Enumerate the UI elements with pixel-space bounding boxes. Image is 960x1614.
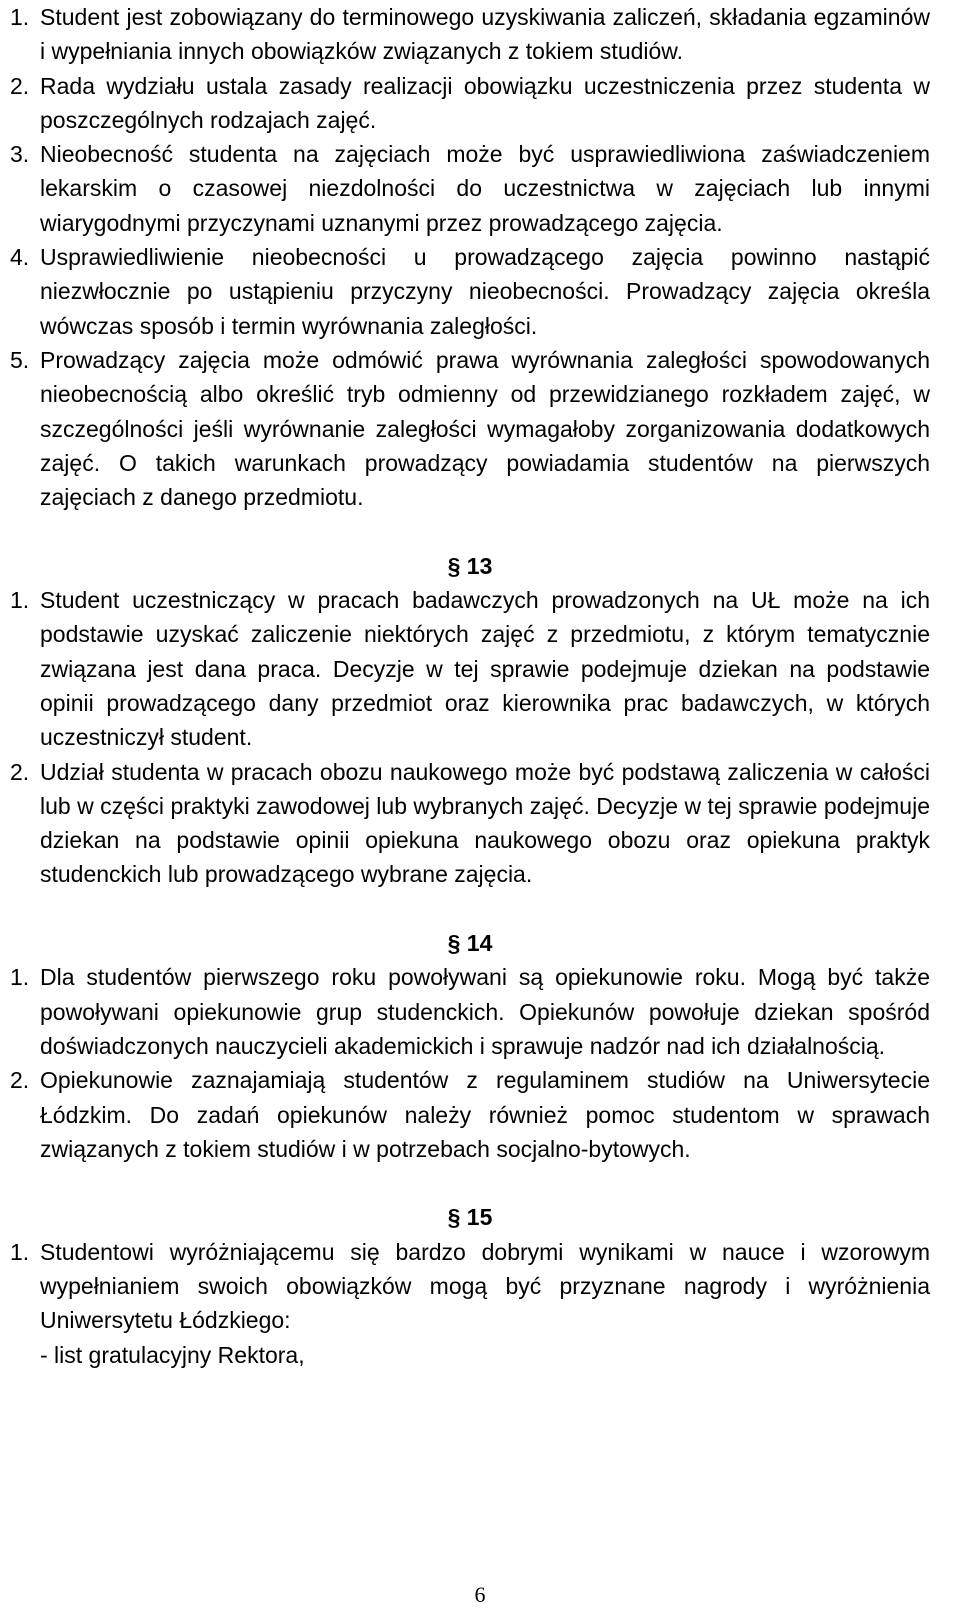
list-item [10, 1063, 930, 1166]
section-heading-text: § 15 [447, 1204, 493, 1231]
item-text: Prowadzący zajęcia może odmówić prawa wyrównania zaległości spowodowanych nieobecnością albo określić tryb odmienny od przewidzianego rozkładem zajęć, w szczególności jeśli wyrównanie zaległości wymagałoby zorganizowania dodatkowych zajęć. O takich warunkach prowadzący powiadamia studentów na pierwszych zajęciach z danego przedmiotu. [40, 346, 930, 511]
item-text: Dla studentów pierwszego roku powoływani są opiekunowie roku. Mogą być także powoływani opiekunowie grup studenckich. Opiekunów powołuje dziekan spośród doświadczonych nauczycieli akademickich i sprawuje nadzór nad ich działalnością. [40, 964, 930, 1059]
item-number: 1. [10, 587, 30, 614]
list-item [10, 0, 930, 69]
item-number: 3. [10, 141, 30, 168]
item-text: Udział studenta w pracach obozu naukowego może być podstawą zaliczenia w całości lub w części praktyki zawodowej lub wybranych zajęć. Decyzje w tej sprawie podejmuje dziekan na podstawie opinii opiekuna naukowego obozu oraz opiekuna praktyk studenckich lub prowadzącego wybrane zajęcia. [40, 758, 930, 888]
list-item [10, 137, 930, 240]
item-text: Nieobecność studenta na zajęciach może być usprawiedliwiona zaświadczeniem lekarskim o czasowej niezdolności do uczestnictwa w zajęciach lub innymi wiarygodnymi przyczynami uznanymi przez prowadzącego zajęcia. [40, 141, 930, 236]
item-text: Student uczestniczący w pracach badawczych prowadzonych na UŁ może na ich podstawie uzyskać zaliczenie niektórych zajęć z przedmiotu, z którym tematycznie związana jest dana praca. Decyzje w tej sprawie podejmuje dziekan na podstawie opinii prowadzącego dany przedmiot oraz kierownika prac badawczych, w których uczestniczył student. [40, 587, 930, 751]
section-heading [10, 926, 930, 960]
section-13 [10, 549, 930, 892]
section-14 [10, 926, 930, 1166]
spacer [10, 1166, 930, 1200]
item-number: 5. [10, 346, 30, 373]
list-item [10, 1235, 930, 1338]
item-number: 1. [10, 964, 30, 991]
list-item [10, 69, 930, 138]
item-number: 4. [10, 244, 30, 271]
list-item [10, 755, 930, 892]
document-body [10, 0, 930, 1372]
top-list [10, 0, 930, 514]
item-text: Opiekunowie zaznajamiają studentów z regulaminem studiów na Uniwersytecie Łódzkim. Do zadań opiekunów należy również pomoc studentom w sprawach związanych z tokiem studiów i w potrzebach socjalno-bytowych. [40, 1067, 930, 1162]
section-heading [10, 1200, 930, 1234]
section-heading-text: § 13 [447, 552, 493, 579]
list-item [10, 240, 930, 343]
section-15 [10, 1200, 930, 1371]
section-heading-text: § 14 [447, 930, 493, 957]
list-item [10, 343, 930, 514]
spacer [10, 892, 930, 926]
spacer [10, 514, 930, 548]
item-text: Student jest zobowiązany do terminowego uzyskiwania zaliczeń, składania egzaminów i wypełniania innych obowiązków związanych z tokiem studiów. [40, 4, 930, 65]
list-item [10, 583, 930, 754]
item-number: 1. [10, 4, 30, 30]
list-item [10, 960, 930, 1063]
item-text: Studentowi wyróżniającemu się bardzo dobrymi wynikami w nauce i wzorowym wypełnianiem swoich obowiązków mogą być przyznane nagrody i wyróżnienia Uniwersytetu Łódzkiego: [40, 1238, 930, 1334]
item-number: 2. [10, 72, 30, 99]
item-number: 1. [10, 1238, 30, 1265]
item-number: 2. [10, 758, 30, 785]
item-text: Usprawiedliwienie nieobecności u prowadzącego zajęcia powinno nastąpić niezwłocznie po ustąpieniu przyczyny nieobecności. Prowadzący zajęcia określa wówczas sposób i termin wyrównania zaległości. [40, 244, 930, 339]
item-number: 2. [10, 1067, 30, 1094]
section-heading [10, 549, 930, 583]
page-number: 6 [474, 1582, 486, 1607]
item-text: Rada wydziału ustala zasady realizacji obowiązku uczestniczenia przez studenta w poszczególnych rodzajach zajęć. [40, 72, 930, 133]
award-list-line: - list gratulacyjny Rektora, [40, 1341, 305, 1368]
